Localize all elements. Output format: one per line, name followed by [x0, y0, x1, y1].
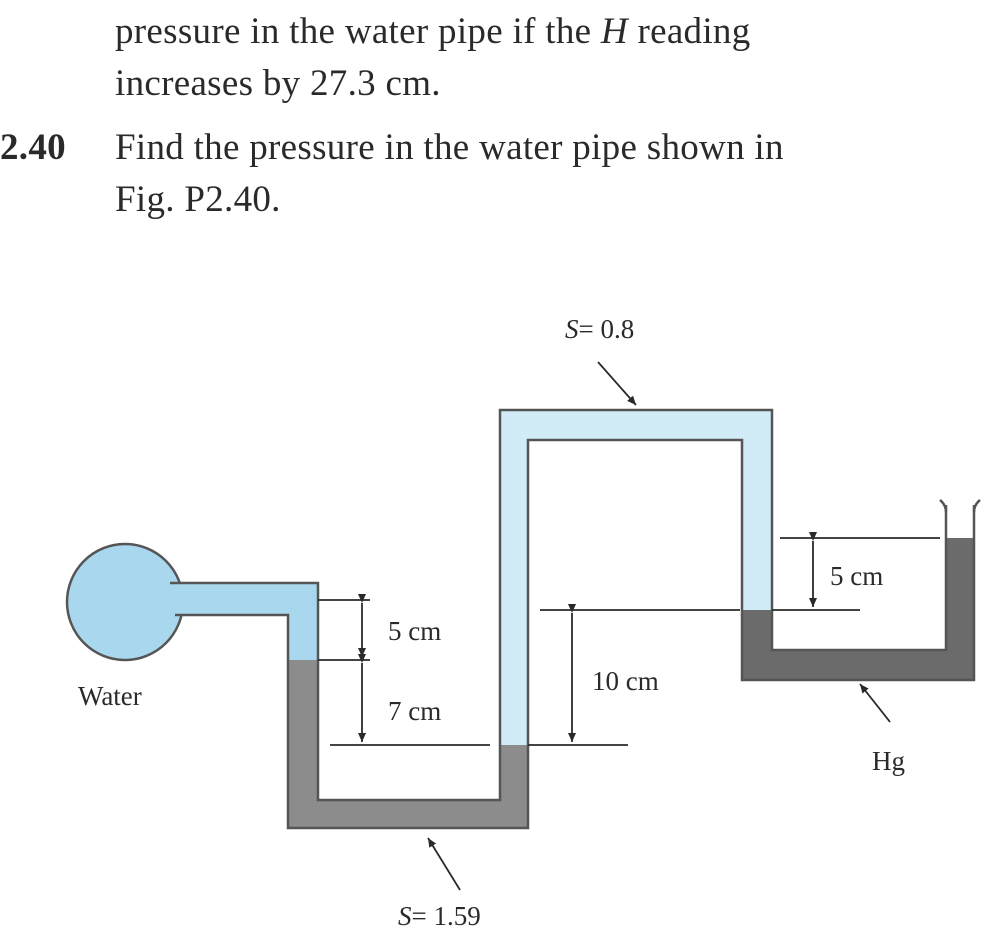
text-line-2: increases by 27.3 cm.	[115, 63, 441, 104]
label-s-bottom-var: S	[398, 901, 412, 931]
dim-label-10cm: 10 cm	[592, 666, 659, 696]
label-s-bottom	[398, 901, 481, 931]
text-line-4: Fig. P2.40.	[115, 179, 281, 220]
label-water: Water	[78, 681, 142, 711]
label-hg: Hg	[872, 746, 905, 776]
dim-label-7cm: 7 cm	[388, 696, 442, 726]
water-pipe-bulb	[67, 544, 183, 660]
label-s-oil-val: = 0.8	[578, 314, 635, 344]
mercury-fluid	[742, 538, 974, 680]
text-line-1-end: reading	[627, 11, 751, 52]
leader-arrow-hg	[860, 684, 890, 722]
leader-arrow-fluid	[428, 838, 460, 890]
problem-number: 2.40	[0, 127, 66, 168]
text-line-3: Find the pressure in the water pipe shown in	[115, 127, 784, 168]
water-connector	[170, 583, 318, 660]
label-s-bottom-val: = 1.59	[411, 901, 481, 931]
text-line-1-start: pressure in the water pipe if the	[115, 11, 601, 52]
dim-label-5cm-left: 5 cm	[388, 616, 442, 646]
manometer-fluid-s159	[288, 660, 528, 828]
label-s-oil-var: S	[565, 314, 579, 344]
leader-arrow-oil	[598, 362, 636, 405]
dim-label-5cm-right: 5 cm	[830, 561, 884, 591]
label-s-oil	[565, 314, 634, 344]
variable-h: H	[600, 11, 628, 52]
